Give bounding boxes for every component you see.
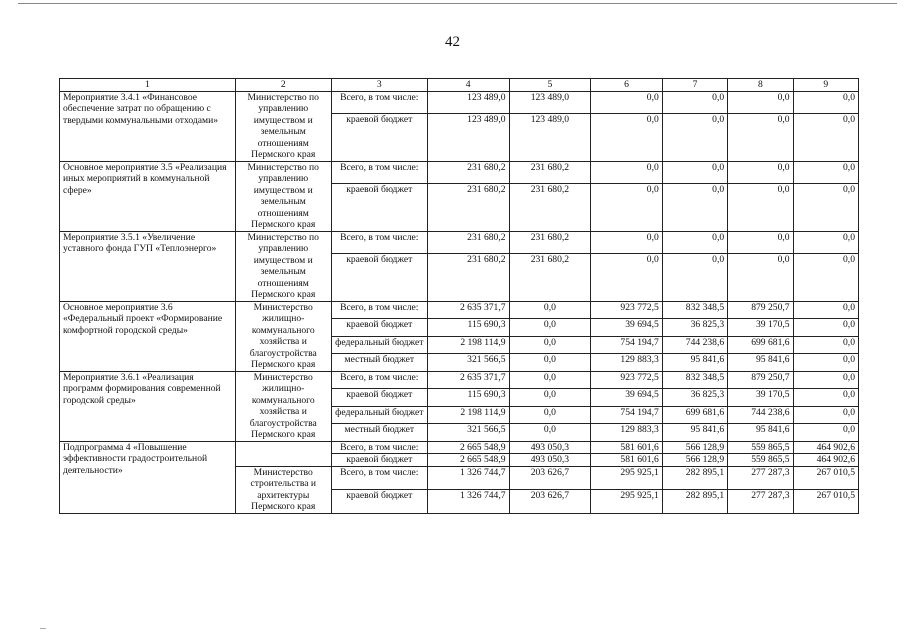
value-cell-col-7: 566 128,9 [662,454,727,467]
value-cell-col-9: 0,0 [793,424,858,442]
value-cell-col-8: 39 170,5 [728,319,793,337]
funding-source-cell: местный бюджет [331,424,427,442]
header-row [60,79,859,92]
value-cell-col-5: 0,0 [509,406,591,424]
value-cell-col-8: 277 287,3 [728,489,793,513]
value-cell-col-9: 0,0 [793,371,858,389]
value-cell-col-7: 0,0 [662,161,727,183]
value-cell-col-6: 0,0 [591,253,663,301]
value-cell-col-7: 0,0 [662,113,727,161]
header-col-5: 5 [509,79,591,92]
value-cell-col-6: 581 601,6 [591,454,663,467]
value-cell-col-8: 0,0 [728,113,793,161]
value-cell-col-4: 2 198 114,9 [427,406,509,424]
value-cell-col-5: 123 489,0 [509,113,591,161]
value-cell-col-8: 0,0 [728,161,793,183]
value-cell-col-5: 493 050,3 [509,454,591,467]
value-cell-col-8: 95 841,6 [728,354,793,372]
funding-source-cell: Всего, в том числе: [331,91,427,113]
header-col-2: 2 [235,79,331,92]
value-cell-col-5: 231 680,2 [509,183,591,231]
value-cell-col-9: 464 902,6 [793,454,858,467]
value-cell-col-7: 832 348,5 [662,301,727,319]
value-cell-col-9: 0,0 [793,231,858,253]
value-cell-col-4: 231 680,2 [427,231,509,253]
value-cell-col-9: 0,0 [793,319,858,337]
value-cell-col-9: 0,0 [793,161,858,183]
value-cell-col-4: 231 680,2 [427,183,509,231]
funding-source-cell: федеральный бюджет [331,336,427,354]
value-cell-col-5: 0,0 [509,336,591,354]
funding-source-cell: краевой бюджет [331,454,427,467]
value-cell-col-8: 879 250,7 [728,301,793,319]
value-cell-col-5: 0,0 [509,319,591,337]
funding-source-cell: федеральный бюджет [331,406,427,424]
value-cell-col-4: 2 635 371,7 [427,301,509,319]
header-col-4: 4 [427,79,509,92]
value-cell-col-6: 129 883,3 [591,424,663,442]
value-cell-col-4: 231 680,2 [427,253,509,301]
program-name-cell: Основное мероприятие 3.5 «Реализация иных мероприятий в коммунальной сфере» [60,161,236,231]
executor-cell: Министерство жилищно-коммунального хозяйства и благоустройства Пермского края [235,371,331,441]
value-cell-col-9: 0,0 [793,406,858,424]
value-cell-col-8: 559 865,5 [728,454,793,467]
value-cell-col-4: 2 635 371,7 [427,371,509,389]
value-cell-col-9: 0,0 [793,354,858,372]
value-cell-col-9: 0,0 [793,183,858,231]
funding-source-cell: Всего, в том числе: [331,441,427,454]
program-name-cell: Основное мероприятие 3.6 «Федеральный проект «Формирование комфортной городской среды» [60,301,236,371]
value-cell-col-7: 282 895,1 [662,466,727,489]
table-row [60,161,859,183]
program-name-cell: Мероприятие 3.5.1 «Увеличение уставного фонда ГУП «Теплоэнерго» [60,231,236,301]
funding-source-cell: краевой бюджет [331,183,427,231]
value-cell-col-4: 115 690,3 [427,319,509,337]
value-cell-col-9: 464 902,6 [793,441,858,454]
value-cell-col-7: 0,0 [662,253,727,301]
value-cell-col-9: 0,0 [793,389,858,407]
table-row [60,301,859,319]
value-cell-col-7: 699 681,6 [662,406,727,424]
executor-cell: Министерство по управлению имуществом и земельным отношениям Пермского края [235,231,331,301]
header-col-6: 6 [591,79,663,92]
value-cell-col-6: 754 194,7 [591,406,663,424]
value-cell-col-5: 0,0 [509,424,591,442]
page-number: 42 [445,34,460,50]
value-cell-col-9: 0,0 [793,113,858,161]
value-cell-col-8: 39 170,5 [728,389,793,407]
value-cell-col-7: 832 348,5 [662,371,727,389]
value-cell-col-8: 0,0 [728,91,793,113]
funding-source-cell: Всего, в том числе: [331,371,427,389]
executor-cell [235,441,331,466]
value-cell-col-5: 231 680,2 [509,161,591,183]
program-name-cell: Подпрограмма 4 «Повышение эффективности градостроительной деятельности» [60,441,236,513]
funding-source-cell: краевой бюджет [331,253,427,301]
executor-cell: Министерство строительства и архитектуры Пермского края [235,466,331,513]
value-cell-col-6: 0,0 [591,231,663,253]
value-cell-col-5: 0,0 [509,354,591,372]
funding-source-cell: краевой бюджет [331,489,427,513]
value-cell-col-8: 699 681,6 [728,336,793,354]
value-cell-col-5: 203 626,7 [509,489,591,513]
value-cell-col-4: 2 198 114,9 [427,336,509,354]
value-cell-col-5: 0,0 [509,371,591,389]
value-cell-col-7: 36 825,3 [662,389,727,407]
executor-cell: Министерство жилищно-коммунального хозяйства и благоустройства Пермского края [235,301,331,371]
funding-source-cell: Всего, в том числе: [331,161,427,183]
value-cell-col-9: 0,0 [793,91,858,113]
value-cell-col-6: 923 772,5 [591,371,663,389]
value-cell-col-7: 95 841,6 [662,424,727,442]
value-cell-col-5: 123 489,0 [509,91,591,113]
value-cell-col-7: 0,0 [662,91,727,113]
value-cell-col-6: 0,0 [591,183,663,231]
value-cell-col-6: 0,0 [591,113,663,161]
value-cell-col-4: 321 566,5 [427,354,509,372]
value-cell-col-8: 0,0 [728,253,793,301]
value-cell-col-8: 559 865,5 [728,441,793,454]
value-cell-col-6: 581 601,6 [591,441,663,454]
value-cell-col-8: 277 287,3 [728,466,793,489]
value-cell-col-4: 231 680,2 [427,161,509,183]
value-cell-col-7: 282 895,1 [662,489,727,513]
value-cell-col-6: 129 883,3 [591,354,663,372]
funding-source-cell: Всего, в том числе: [331,301,427,319]
executor-cell: Министерство по управлению имуществом и земельным отношениям Пермского края [235,161,331,231]
value-cell-col-7: 566 128,9 [662,441,727,454]
value-cell-col-8: 95 841,6 [728,424,793,442]
top-border-line [18,3,897,4]
funding-source-cell: краевой бюджет [331,113,427,161]
value-cell-col-7: 744 238,6 [662,336,727,354]
table-row [60,231,859,253]
value-cell-col-5: 231 680,2 [509,253,591,301]
value-cell-col-9: 267 010,5 [793,489,858,513]
value-cell-col-6: 0,0 [591,161,663,183]
value-cell-col-4: 1 326 744,7 [427,466,509,489]
scan-mark [40,628,46,629]
value-cell-col-4: 321 566,5 [427,424,509,442]
value-cell-col-4: 123 489,0 [427,91,509,113]
header-col-3: 3 [331,79,427,92]
budget-table [59,78,859,514]
value-cell-col-6: 754 194,7 [591,336,663,354]
value-cell-col-6: 923 772,5 [591,301,663,319]
value-cell-col-4: 2 665 548,9 [427,441,509,454]
value-cell-col-4: 2 665 548,9 [427,454,509,467]
program-name-cell: Мероприятие 3.6.1 «Реализация программ формирования современной городской среды» [60,371,236,441]
value-cell-col-9: 267 010,5 [793,466,858,489]
table-row [60,371,859,389]
value-cell-col-9: 0,0 [793,301,858,319]
value-cell-col-9: 0,0 [793,336,858,354]
value-cell-col-4: 123 489,0 [427,113,509,161]
table-row [60,441,859,454]
value-cell-col-5: 203 626,7 [509,466,591,489]
value-cell-col-4: 1 326 744,7 [427,489,509,513]
funding-source-cell: Всего, в том числе: [331,466,427,489]
value-cell-col-8: 744 238,6 [728,406,793,424]
funding-source-cell: местный бюджет [331,354,427,372]
value-cell-col-5: 493 050,3 [509,441,591,454]
executor-cell: Министерство по управлению имуществом и земельным отношениям Пермского края [235,91,331,161]
value-cell-col-8: 879 250,7 [728,371,793,389]
value-cell-col-6: 0,0 [591,91,663,113]
table-row [60,91,859,113]
header-col-1: 1 [60,79,236,92]
header-col-9: 9 [793,79,858,92]
value-cell-col-7: 36 825,3 [662,319,727,337]
value-cell-col-5: 231 680,2 [509,231,591,253]
header-col-7: 7 [662,79,727,92]
program-name-cell: Мероприятие 3.4.1 «Финансовое обеспечение затрат по обращению с твердыми коммунальными отходами» [60,91,236,161]
value-cell-col-6: 39 694,5 [591,389,663,407]
value-cell-col-6: 295 925,1 [591,466,663,489]
funding-source-cell: краевой бюджет [331,389,427,407]
value-cell-col-7: 0,0 [662,183,727,231]
value-cell-col-4: 115 690,3 [427,389,509,407]
funding-source-cell: Всего, в том числе: [331,231,427,253]
value-cell-col-8: 0,0 [728,231,793,253]
value-cell-col-6: 39 694,5 [591,319,663,337]
value-cell-col-5: 0,0 [509,301,591,319]
value-cell-col-9: 0,0 [793,253,858,301]
header-col-8: 8 [728,79,793,92]
value-cell-col-7: 0,0 [662,231,727,253]
value-cell-col-7: 95 841,6 [662,354,727,372]
value-cell-col-8: 0,0 [728,183,793,231]
value-cell-col-5: 0,0 [509,389,591,407]
value-cell-col-6: 295 925,1 [591,489,663,513]
funding-source-cell: краевой бюджет [331,319,427,337]
